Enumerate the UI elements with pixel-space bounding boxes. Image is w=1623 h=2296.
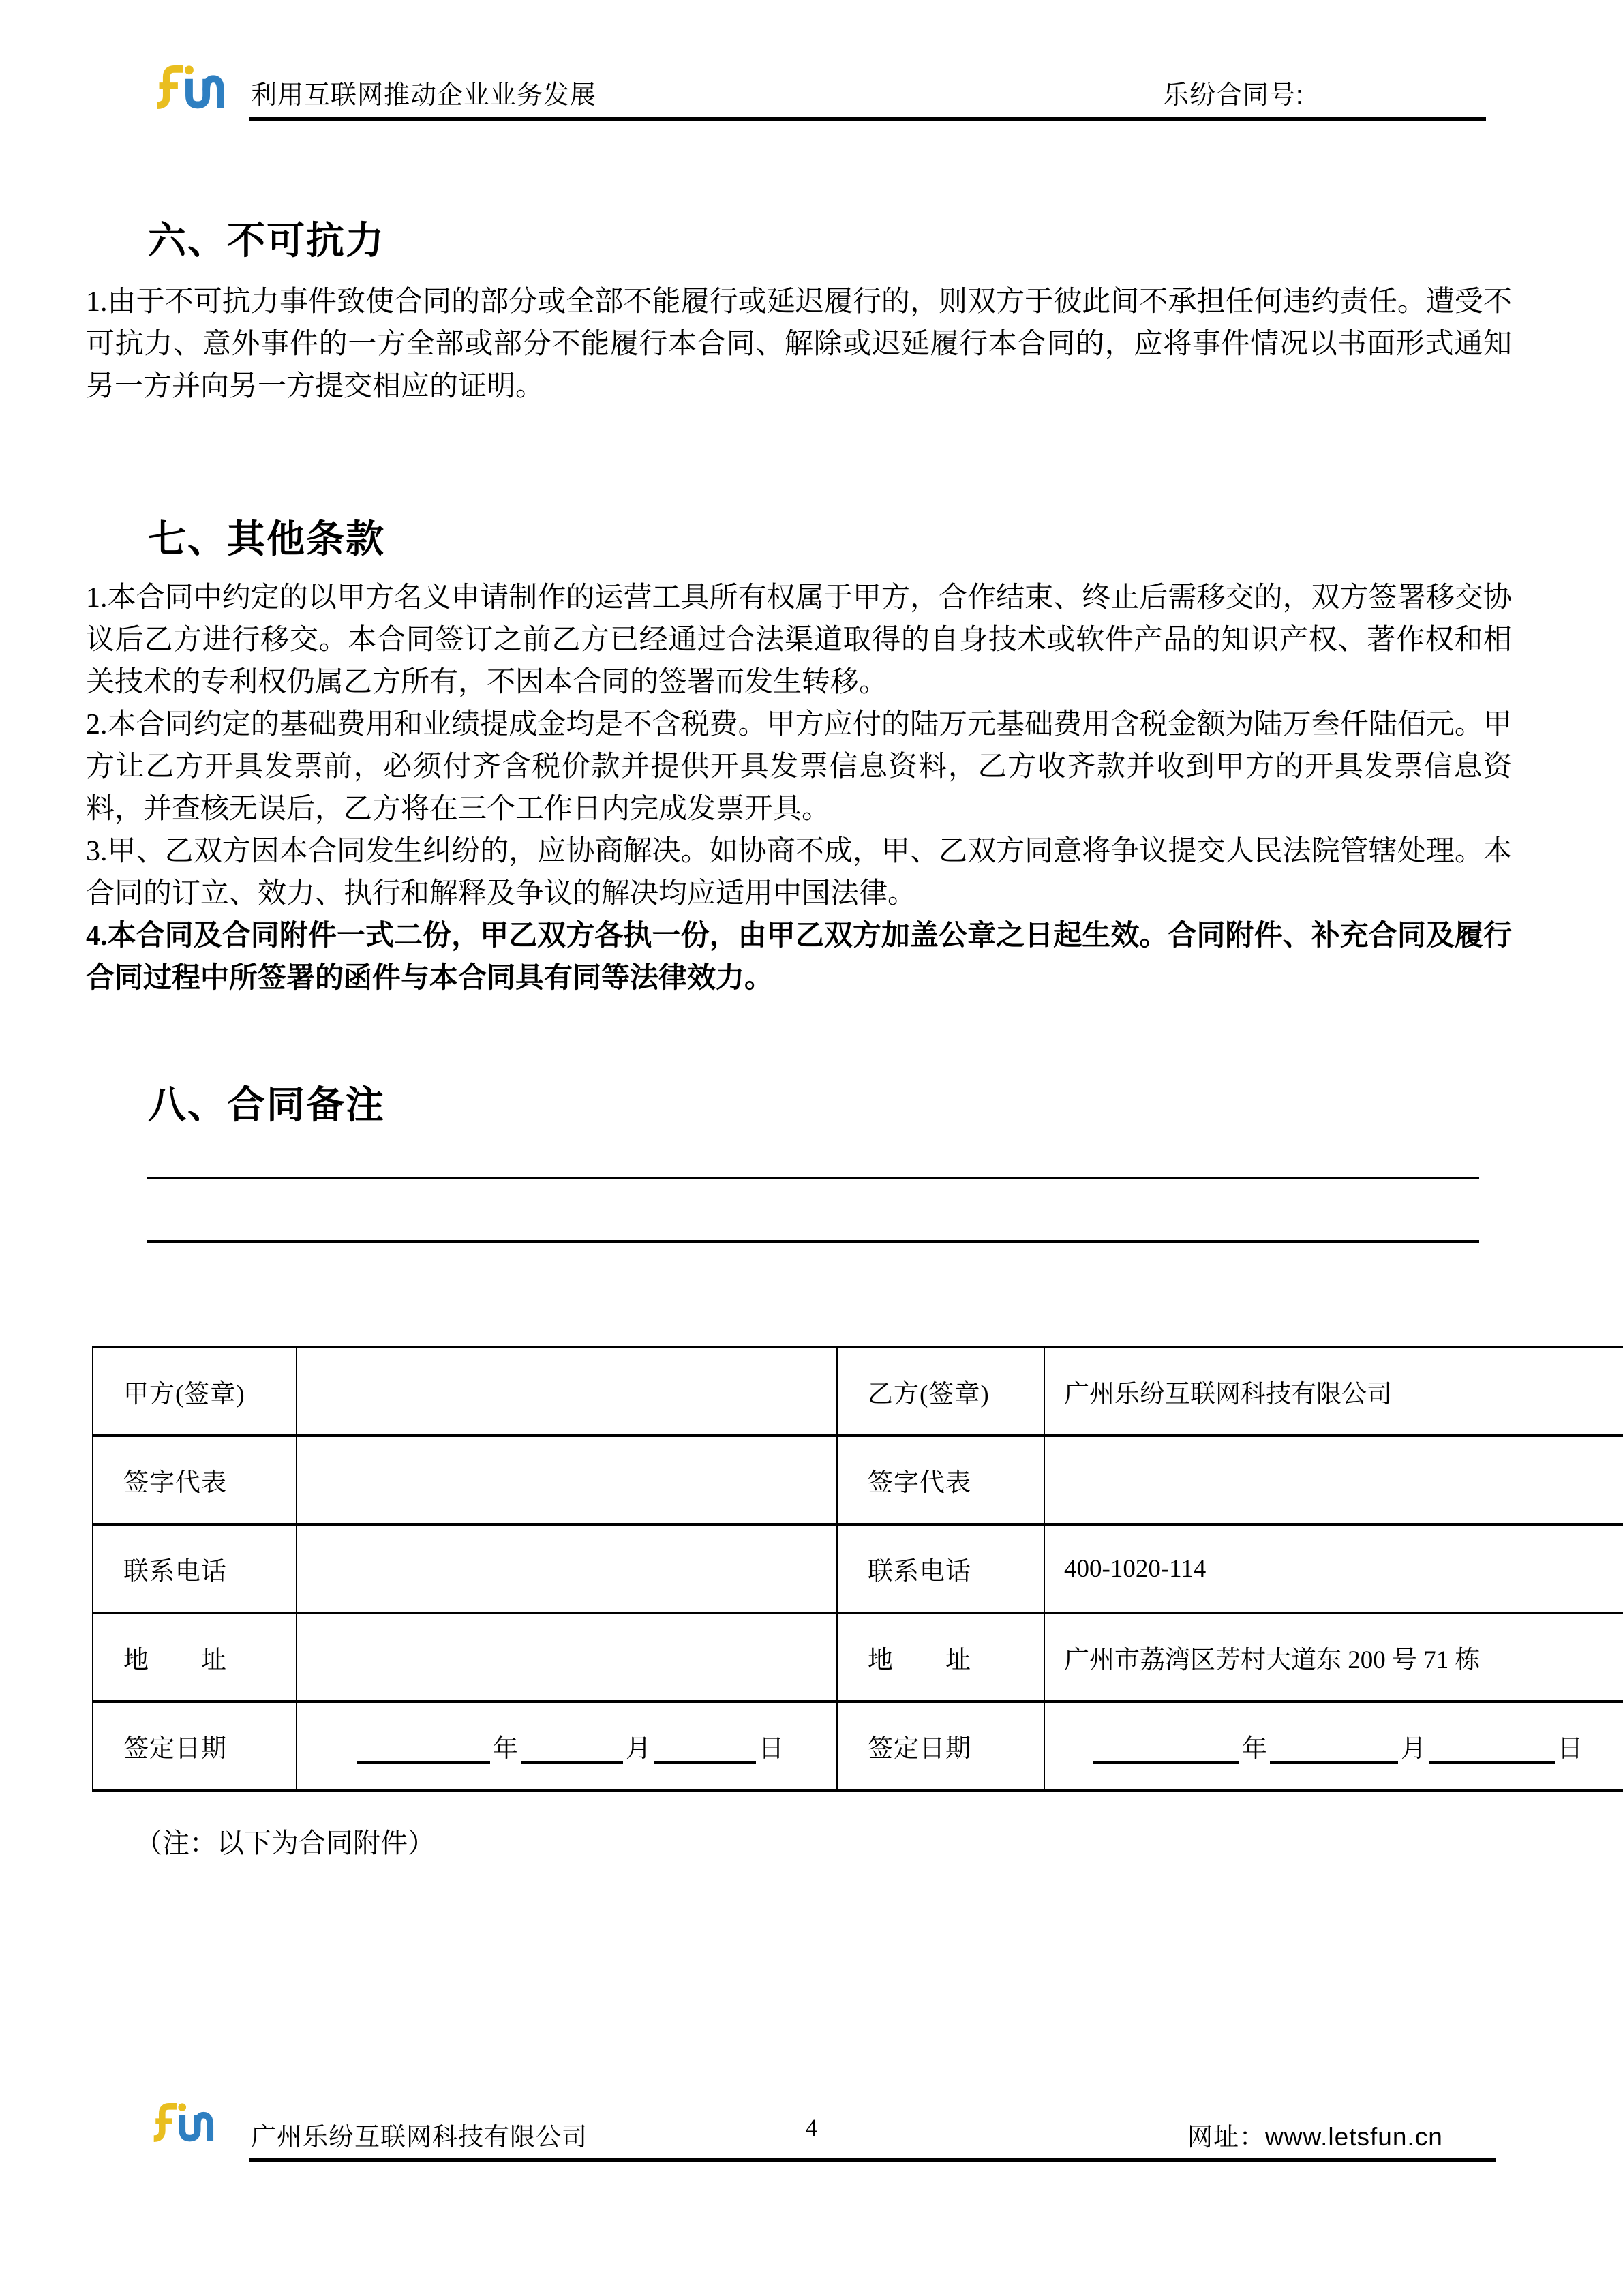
paragraph: 1.由于不可抗力事件致使合同的部分或全部不能履行或延迟履行的，则双方于彼此间不承担任何违约责任。遭受不可抗力、意外事件的一方全部或部分不能履行本合同、解除或迟延履行本合同的，应将事件情况以书面形式通知另一方并向另一方提交相应的证明。 (86, 286, 1512, 402)
party-b-phone-label: 联系电话 (837, 1524, 1044, 1613)
paragraph-bold: 4.本合同及合同附件一式二份，甲乙双方各执一份，由甲乙双方加盖公章之日起生效。合同附件、补充合同及履行合同过程中所签署的函件与本合同具有同等法律效力。 (86, 920, 1512, 994)
section-title-force-majeure: 六、不可抗力 (148, 219, 385, 262)
date-blank-day (1429, 1731, 1555, 1764)
date-blank-month (521, 1731, 623, 1764)
date-fill-in (316, 1727, 836, 1764)
date-fill-in (1064, 1727, 1623, 1764)
party-b-signer-label: 签字代表 (837, 1436, 1044, 1524)
header-rule (249, 117, 1486, 121)
contract-number-label: 乐纷合同号: (1163, 81, 1304, 110)
year-label: 年 (493, 1735, 518, 1763)
party-a-address-value (297, 1613, 837, 1702)
month-label: 月 (1401, 1735, 1426, 1763)
remark-blank-line (147, 1177, 1479, 1179)
table-row (93, 1436, 1623, 1524)
party-a-signer-label: 签字代表 (93, 1436, 297, 1524)
footer-rule (249, 2158, 1496, 2162)
party-b-date-label: 签定日期 (837, 1702, 1044, 1790)
party-b-seal-label: 乙方(签章) (837, 1347, 1044, 1436)
party-b-phone-value: 400-1020-114 (1044, 1524, 1623, 1613)
footer-company-name: 广州乐纷互联网科技有限公司 (251, 2123, 588, 2151)
party-a-date-cell (297, 1702, 837, 1790)
table-row (93, 1613, 1623, 1702)
page-number: 4 (805, 2114, 818, 2141)
letsfun-logo-icon (151, 60, 225, 118)
party-b-seal-value: 广州乐纷互联网科技有限公司 (1044, 1347, 1623, 1436)
paragraph: 1.本合同中约定的以甲方名义申请制作的运营工具所有权属于甲方，合作结束、终止后需移交的，双方签署移交协议后乙方进行移交。本合同签订之前乙方已经通过合法渠道取得的自身技术或软件产品的知识产权、著作权和相关技术的专利权仍属乙方所有，不因本合同的签署而发生转移。 (86, 582, 1512, 698)
day-label: 日 (759, 1735, 784, 1763)
table-row (93, 1702, 1623, 1790)
party-a-address-label: 地 址 (93, 1613, 297, 1702)
force-majeure-paragraphs (86, 281, 1512, 408)
party-a-seal-label: 甲方(签章) (93, 1347, 297, 1436)
remark-blank-line (147, 1240, 1479, 1243)
year-label: 年 (1242, 1735, 1267, 1763)
party-b-signer-value (1044, 1436, 1623, 1524)
date-blank-year (1093, 1731, 1239, 1764)
party-a-date-label: 签定日期 (93, 1702, 297, 1790)
date-blank-month (1270, 1731, 1398, 1764)
attachment-note: （注：以下为合同附件） (135, 1828, 435, 1858)
party-a-phone-label: 联系电话 (93, 1524, 297, 1613)
party-b-address-value: 广州市荔湾区芳村大道东 200 号 71 栋 (1044, 1613, 1623, 1702)
party-a-phone-value (297, 1524, 837, 1613)
date-blank-year (357, 1731, 490, 1764)
table-row (93, 1347, 1623, 1436)
paragraph: 2.本合同约定的基础费用和业绩提成金均是不含税费。甲方应付的陆万元基础费用含税金额为陆万叁仟陆佰元。甲方让乙方开具发票前，必须付齐含税价款并提供开具发票信息资料，乙方收齐款并收到甲方的开具发票信息资料，并查核无误后，乙方将在三个工作日内完成发票开具。 (86, 709, 1512, 825)
party-b-address-label: 地 址 (837, 1613, 1044, 1702)
section-title-other-terms: 七、其他条款 (148, 517, 385, 560)
month-label: 月 (626, 1735, 651, 1763)
other-terms-paragraphs (86, 577, 1512, 999)
fun-logo-icon (151, 60, 225, 115)
section-title-remarks: 八、合同备注 (148, 1083, 385, 1126)
table-row (93, 1524, 1623, 1613)
day-label: 日 (1558, 1735, 1583, 1763)
date-blank-day (654, 1731, 756, 1764)
footer-website: 网址：www.letsfun.cn (1187, 2123, 1443, 2151)
party-a-signer-value (297, 1436, 837, 1524)
signature-table (92, 1346, 1623, 1792)
party-b-date-cell (1044, 1702, 1623, 1790)
header-slogan: 利用互联网推动企业业务发展 (251, 81, 597, 110)
party-a-seal-value (297, 1347, 837, 1436)
paragraph: 3.甲、乙双方因本合同发生纠纷的，应协商解决。如协商不成，甲、乙双方同意将争议提交人民法院管辖处理。本合同的订立、效力、执行和解释及争议的解决均应适用中国法律。 (86, 836, 1512, 909)
